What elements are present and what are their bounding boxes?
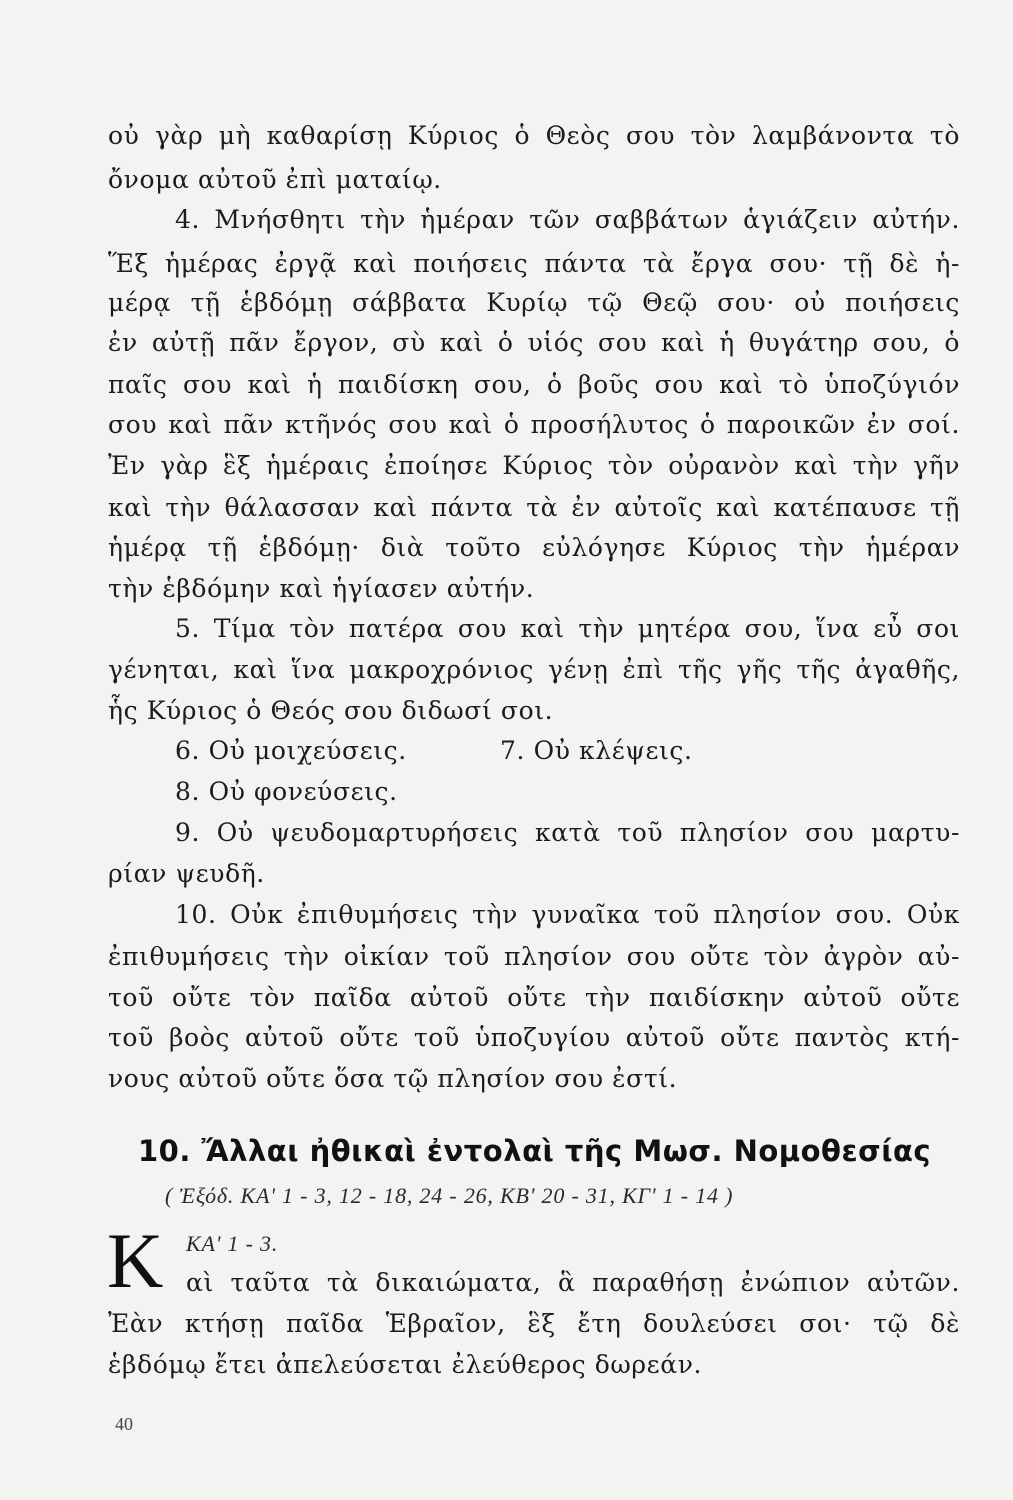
text-line: ὄνομα αὐτοῦ ἐπὶ ματαίῳ. [108,165,442,194]
text-line: ἡμέρᾳ τῇ ἑβδόμῃ· διὰ τοῦτο εὐλόγησε Κύριος τὴν ἡμέραν [108,533,960,562]
commandment-8: 8. Οὐ φονεύσεις. [175,777,398,806]
text-line: τὴν ἑβδόμην καὶ ἡγίασεν αὐτήν. [108,574,535,603]
scripture-reference: ( Ἐξόδ. ΚΑ' 1 - 3, 12 - 18, 24 - 26, ΚΒ' 20 - 31, ΚΓ' 1 - 14 ) [165,1183,734,1208]
text-line: 5. Τίμα τὸν πατέρα σου καὶ τὴν μητέρα σου, ἵνα εὖ σοι [175,614,960,643]
text-line: Ἐν γὰρ ἓξ ἡμέραις ἐποίησε Κύριος τὸν οὐρανὸν καὶ τὴν γῆν [108,451,960,480]
text-line: καὶ τὴν θάλασσαν καὶ πάντα τὰ ἐν αὐτοῖς καὶ κατέπαυσε τῇ [108,493,960,522]
text-line: ρίαν ψευδῆ. [108,859,265,888]
page-number: 40 [115,1414,133,1434]
text-line: 4. Μνήσθητι τὴν ἡμέραν τῶν σαββάτων ἁγιάζειν αὐτήν. [175,205,960,234]
commandment-6: 6. Οὐ μοιχεύσεις. [175,736,407,765]
text-line: ἐπιθυμήσεις τὴν οἰκίαν τοῦ πλησίον σου οὔτε τὸν ἀγρὸν αὐ- [108,942,960,971]
text-line: 9. Οὐ ψευδομαρτυρήσεις κατὰ τοῦ πλησίον σου μαρτυ- [175,818,960,847]
text-line: ἐν αὐτῇ πᾶν ἔργον, σὺ καὶ ὁ υἱός σου καὶ ἡ θυγάτηρ σου, ὁ [108,328,960,357]
text-line: γένηται, καὶ ἵνα μακροχρόνιος γένῃ ἐπὶ τῆς γῆς τῆς ἀγαθῆς, [108,655,960,684]
chapter-reference: ΚΑ' 1 - 3. [186,1231,279,1256]
text-line: νους αὐτοῦ οὔτε ὅσα τῷ πλησίον σου ἐστί. [108,1064,678,1093]
text-line: αὶ ταῦτα τὰ δικαιώματα, ἃ παραθήσῃ ἐνώπιον αὐτῶν. [186,1268,960,1297]
section-heading: 10. Ἄλλαι ἠθικαὶ ἐντολαὶ τῆς Μωσ. Νομοθεσίας [138,1134,932,1168]
text-line: ἧς Κύριος ὁ Θεός σου διδωσί σοι. [108,696,554,725]
text-line: Ἐὰν κτήσῃ παῖδα Ἑβραῖον, ἓξ ἔτη δουλεύσει σοι· τῷ δὲ [108,1309,960,1338]
text-line: Ἕξ ἡμέρας ἐργᾷ καὶ ποιήσεις πάντα τὰ ἔργα σου· τῇ δὲ ἡ- [108,249,960,278]
text-line: σου καὶ πᾶν κτῆνός σου καὶ ὁ προσήλυτος ὁ παροικῶν ἐν σοί. [108,410,960,439]
text-line: οὐ γὰρ μὴ καθαρίσῃ Κύριος ὁ Θεὸς σου τὸν λαμβάνοντα τὸ [108,121,960,150]
text-line: μέρᾳ τῇ ἑβδόμῃ σάββατα Κυρίῳ τῷ Θεῷ σου· οὐ ποιήσεις [108,288,960,317]
text-line: ἑβδόμῳ ἔτει ἀπελεύσεται ἐλεύθερος δωρεάν. [108,1350,703,1379]
text-line: παῖς σου καὶ ἡ παιδίσκη σου, ὁ βοῦς σου καὶ τὸ ὑποζύγιόν [108,370,960,399]
drop-cap: Κ [107,1217,164,1304]
commandment-7: 7. Οὐ κλέψεις. [500,736,693,765]
text-line: 10. Οὐκ ἐπιθυμήσεις τὴν γυναῖκα τοῦ πλησίον σου. Οὐκ [175,900,960,929]
text-line: τοῦ οὔτε τὸν παῖδα αὐτοῦ οὔτε τὴν παιδίσκην αὐτοῦ οὔτε [108,983,960,1012]
text-line: τοῦ βοὸς αὐτοῦ οὔτε τοῦ ὑποζυγίου αὐτοῦ οὔτε παντὸς κτή- [108,1023,960,1052]
